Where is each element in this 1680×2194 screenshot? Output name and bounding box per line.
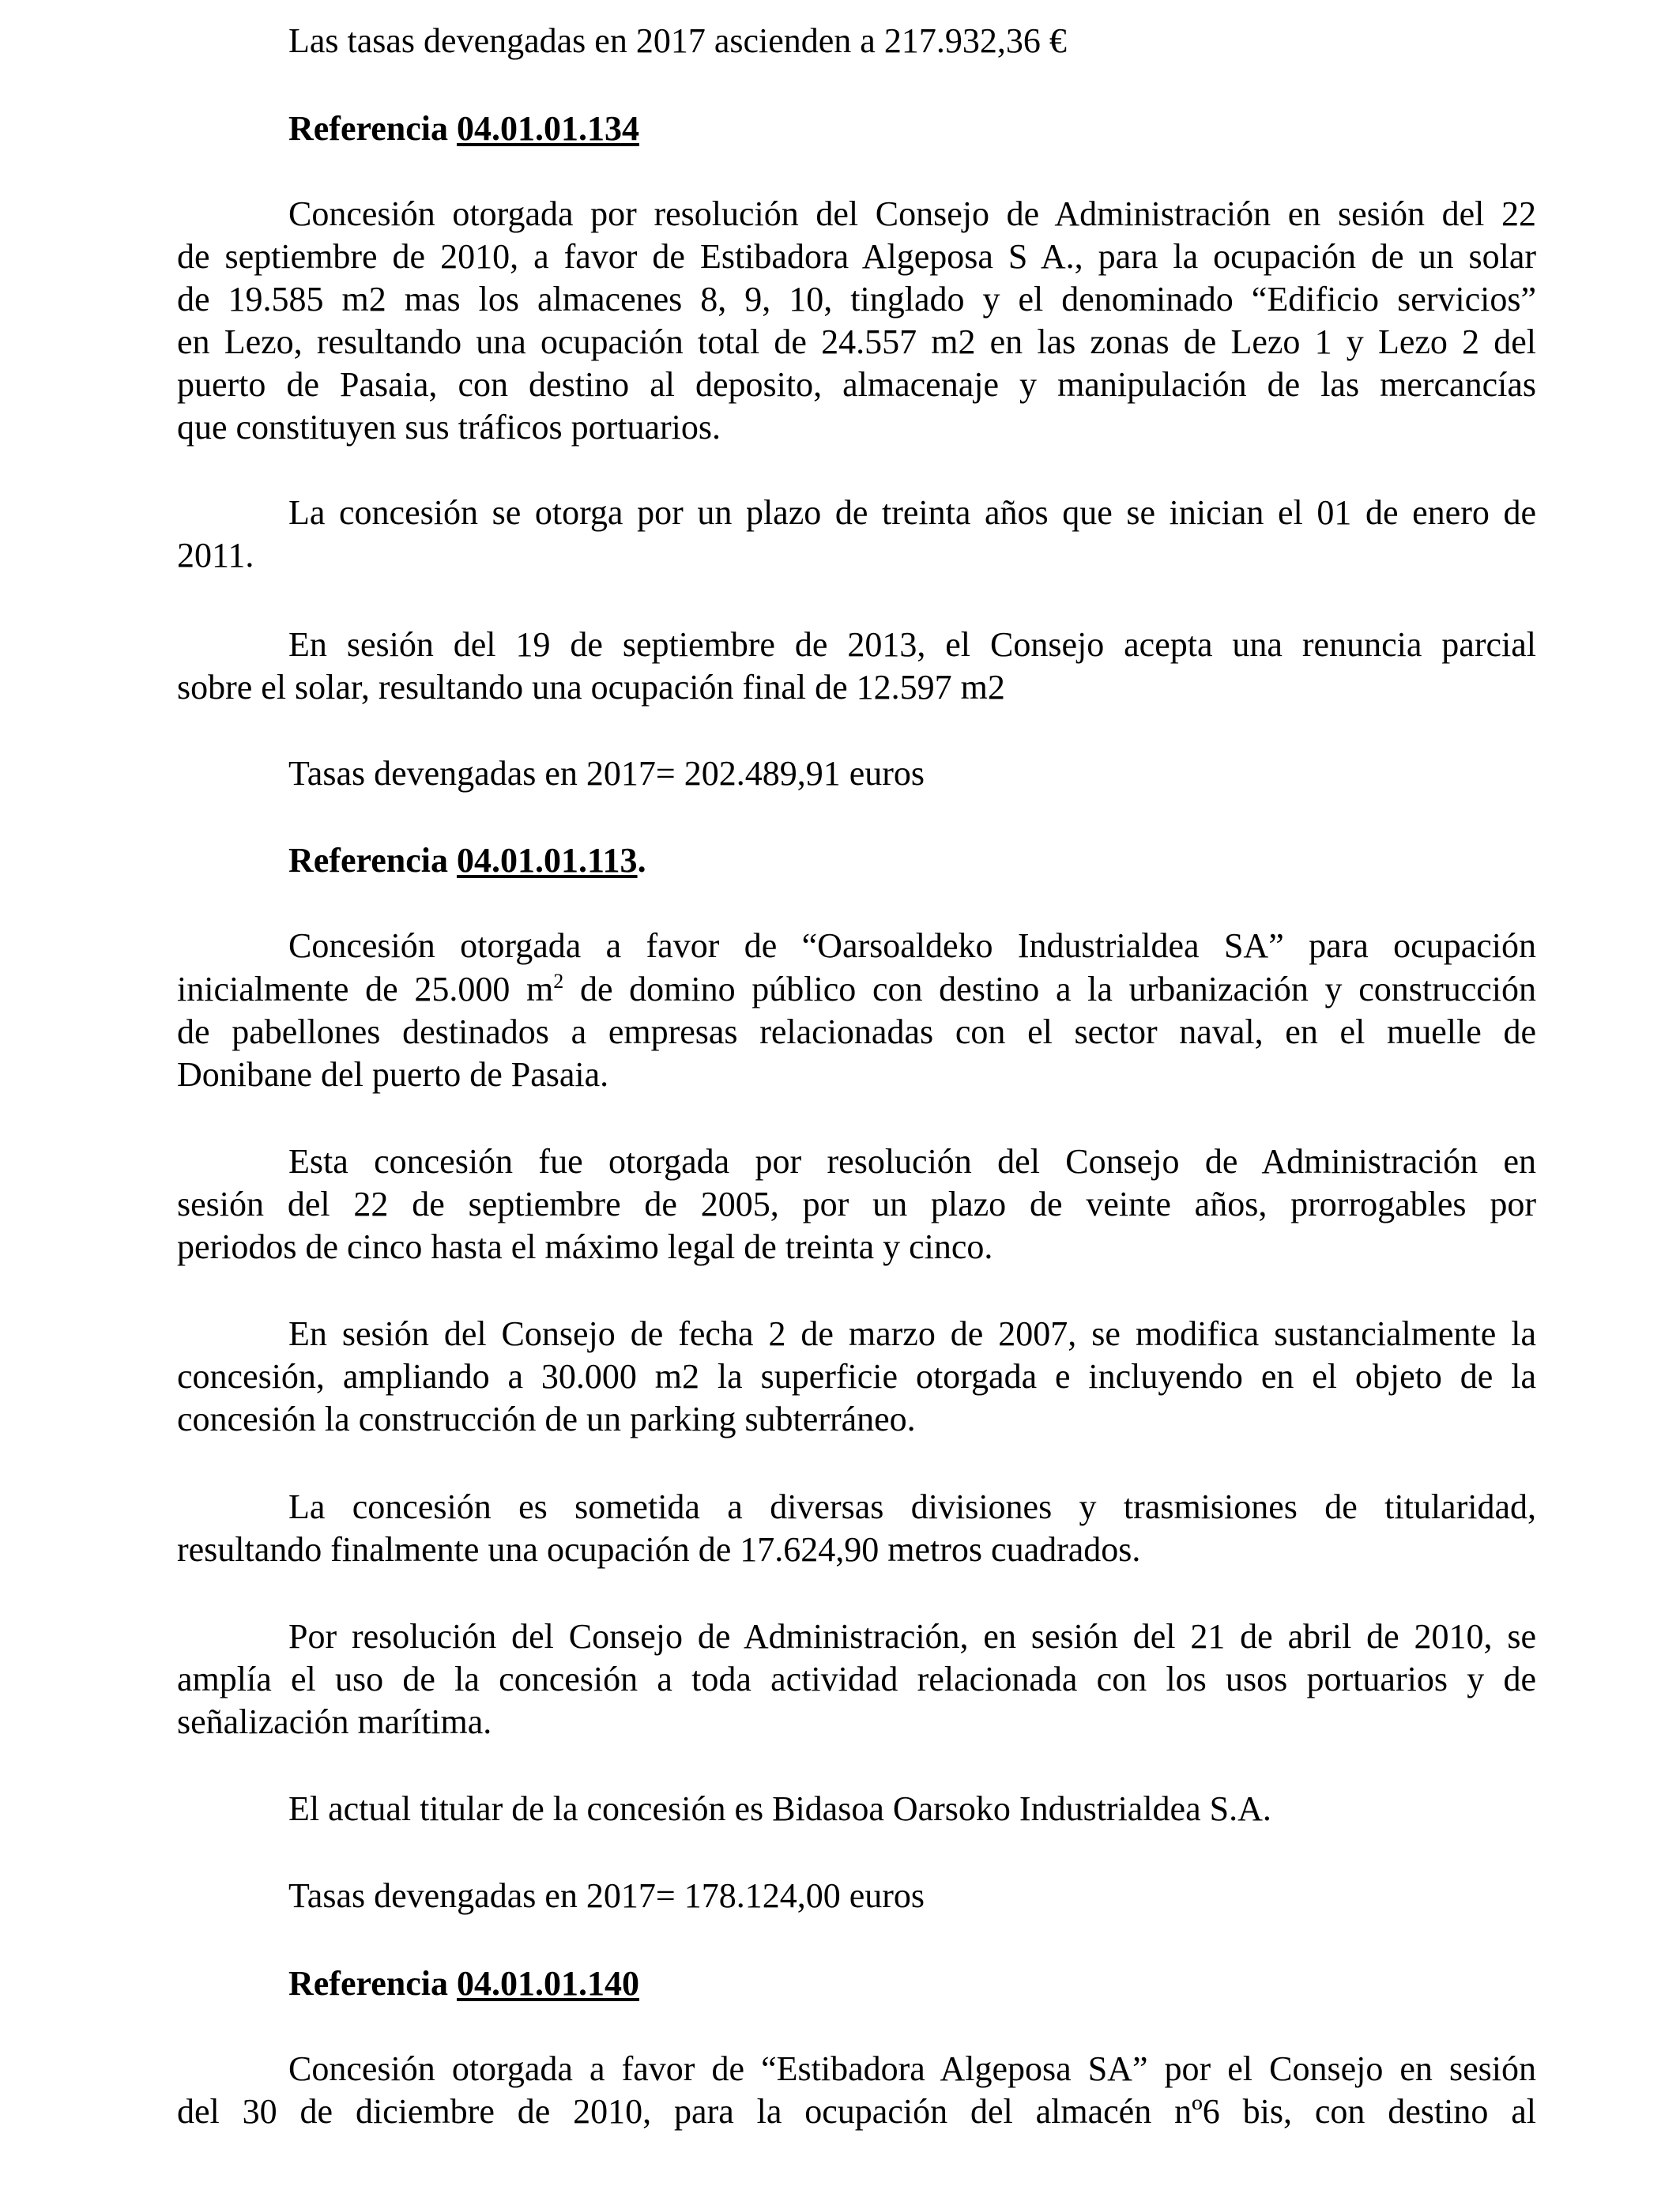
reference-label: Referencia — [288, 109, 448, 148]
paragraph-text: Concesión otorgada por resolución del Consejo de Administración en sesión del 22 — [288, 194, 1536, 233]
superscript: 2 — [553, 970, 564, 993]
text-segment: de domino público con destino a la urbanización y construcción — [563, 970, 1537, 1008]
reference-code: 04.01.01.140 — [456, 1964, 639, 2003]
paragraph-text: que constituyen sus tráficos portuarios. — [177, 408, 721, 447]
reference-code: 04.01.01.113 — [456, 841, 638, 880]
paragraph-text: 2011. — [177, 536, 254, 575]
paragraph-text: En sesión del 19 de septiembre de 2013, el Consejo acepta una renuncia parcial — [288, 625, 1536, 664]
paragraph-text: Donibane del puerto de Pasaia. — [177, 1055, 609, 1094]
paragraph-text: de septiembre de 2010, a favor de Estibadora Algeposa S A., para la ocupación de un solar — [177, 237, 1536, 276]
text-segment: inicialmente de 25.000 m — [177, 970, 554, 1008]
paragraph-text: señalización marítima. — [177, 1702, 492, 1741]
paragraph-text: amplía el uso de la concesión a toda actividad relacionada con los usos portuarios y de — [177, 1660, 1536, 1698]
paragraph-text: de pabellones destinados a empresas relacionadas con el sector naval, en el muelle de — [177, 1012, 1536, 1051]
paragraph-text: periodos de cinco hasta el máximo legal de treinta y cinco. — [177, 1227, 993, 1266]
reference-heading — [288, 1962, 1536, 2005]
reference-label: Referencia — [288, 841, 448, 880]
paragraph-text: puerto de Pasaia, con destino al deposito, almacenaje y manipulación de las mercancías — [177, 365, 1536, 404]
reference-code: 04.01.01.134 — [456, 109, 639, 148]
paragraph-text: del 30 de diciembre de 2010, para la ocupación del almacén nº6 bis, con destino al — [177, 2092, 1536, 2131]
paragraph-text: En sesión del Consejo de fecha 2 de marzo de 2007, se modifica sustancialmente la — [288, 1314, 1536, 1353]
paragraph-text — [177, 968, 1536, 1011]
paragraph-text: Esta concesión fue otorgada por resolución del Consejo de Administración en — [288, 1142, 1536, 1181]
paragraph-text: sobre el solar, resultando una ocupación final de 12.597 m2 — [177, 668, 1005, 707]
paragraph-text: sesión del 22 de septiembre de 2005, por un plazo de veinte años, prorrogables por — [177, 1185, 1536, 1223]
paragraph-text: en Lezo, resultando una ocupación total de 24.557 m2 en las zonas de Lezo 1 y Lezo 2 del — [177, 322, 1536, 361]
reference-tail: . — [637, 841, 646, 880]
paragraph-text: Concesión otorgada a favor de “Oarsoaldeko Industrialdea SA” para ocupación — [288, 926, 1536, 965]
paragraph-text: Por resolución del Consejo de Administración, en sesión del 21 de abril de 2010, se — [288, 1617, 1536, 1656]
reference-heading — [288, 839, 1536, 882]
paragraph-text: La concesión es sometida a diversas divisiones y trasmisiones de titularidad, — [288, 1487, 1536, 1526]
paragraph-text: Tasas devengadas en 2017= 178.124,00 euros — [288, 1876, 925, 1915]
paragraph-text: Tasas devengadas en 2017= 202.489,91 euros — [288, 754, 925, 793]
paragraph-text: La concesión se otorga por un plazo de treinta años que se inician el 01 de enero de — [288, 493, 1536, 532]
paragraph-text: Concesión otorgada a favor de “Estibadora Algeposa SA” por el Consejo en sesión — [288, 2049, 1536, 2088]
paragraph-text: resultando finalmente una ocupación de 17.624,90 metros cuadrados. — [177, 1530, 1141, 1569]
paragraph-text: El actual titular de la concesión es Bidasoa Oarsoko Industrialdea S.A. — [288, 1789, 1271, 1828]
reference-label: Referencia — [288, 1964, 448, 2003]
paragraph-text: concesión la construcción de un parking subterráneo. — [177, 1400, 916, 1438]
paragraph-text: Las tasas devengadas en 2017 ascienden a 217.932,36 € — [288, 21, 1067, 60]
paragraph-text: de 19.585 m2 mas los almacenes 8, 9, 10, tinglado y el denominado “Edificio servicios” — [177, 280, 1536, 319]
paragraph-text: concesión, ampliando a 30.000 m2 la superficie otorgada e incluyendo en el objeto de la — [177, 1357, 1536, 1396]
reference-heading — [288, 107, 1536, 150]
